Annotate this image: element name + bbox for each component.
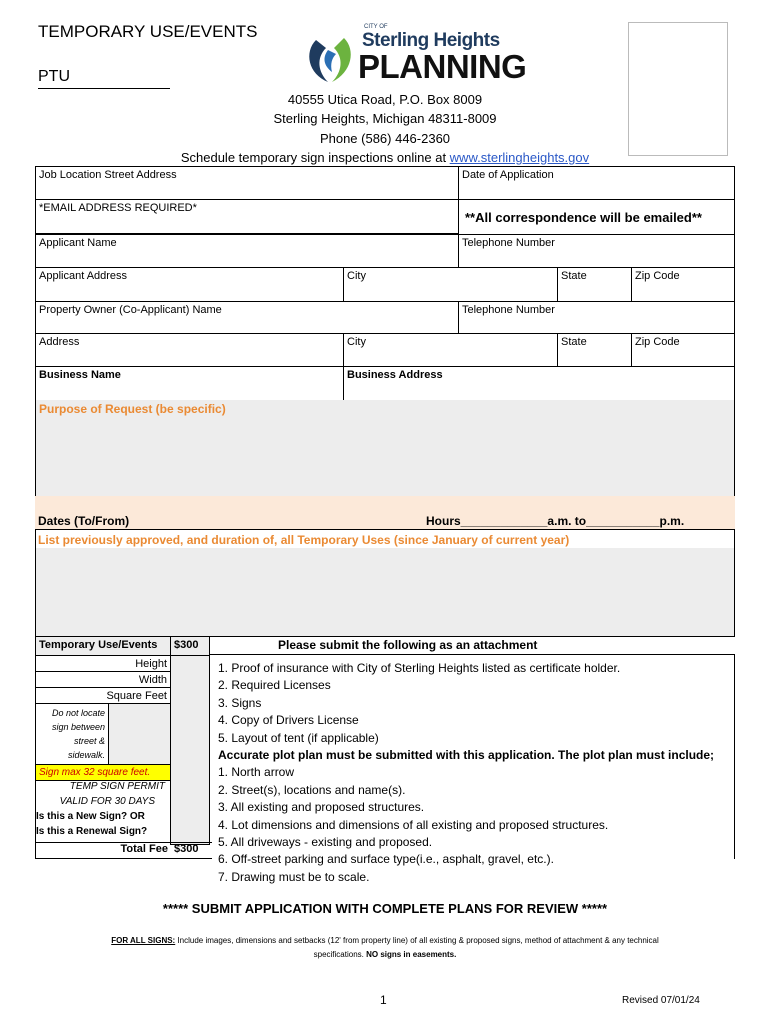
square-feet-label: Square Feet [35,687,171,704]
submit-notice: ***** SUBMIT APPLICATION WITH COMPLETE PLANS FOR REVIEW ***** [162,901,608,916]
applicant-state-field[interactable] [557,267,632,302]
job-location-field[interactable] [35,166,459,200]
dates-hours-row [35,496,735,530]
do-not-locate-line-1: Do not locate [51,708,105,718]
job-location-label: Job Location Street Address [39,169,177,181]
do-not-locate-line-3: street & [73,736,105,746]
applicant-city-field[interactable] [343,267,558,302]
sign-max-note: Sign max 32 square feet. [35,764,171,781]
applicant-zip-label: Zip Code [635,270,680,282]
plot-plan-item: 5. All driveways - existing and proposed. [218,835,433,850]
owner-city-label: City [347,336,366,348]
do-not-locate-line-4: sidewalk. [67,750,105,760]
attachments-list [218,660,714,886]
owner-state-label: State [561,336,587,348]
owner-name-label: Property Owner (Co-Applicant) Name [39,304,222,316]
all-signs-note [0,936,770,945]
owner-zip-label: Zip Code [635,336,680,348]
hours-label[interactable]: Hours_____________a.m. to___________p.m. [426,514,685,528]
total-fee-bottom-line [35,858,212,859]
plot-plan-item: 3. All existing and proposed structures. [218,800,425,815]
attachment-item: 4. Copy of Drivers License [218,713,359,728]
attachment-item: 5. Layout of tent (if applicable) [218,730,379,745]
owner-telephone-label: Telephone Number [462,304,555,316]
specifications-text: specifications. [313,950,367,959]
owner-name-field[interactable] [35,301,459,334]
page-number: 1 [380,993,387,1007]
correspondence-note: **All correspondence will be emailed** [458,199,735,235]
logo-city-name: Sterling Heights [362,30,500,51]
owner-telephone-field[interactable] [458,301,735,334]
business-address-label: Business Address [347,369,443,381]
business-name-field[interactable] [35,366,344,401]
email-required-label: *EMAIL ADDRESS REQUIRED* [39,202,197,214]
business-address-field[interactable] [343,366,735,401]
form-code-underline [38,88,170,89]
temp-permit-note: TEMP SIGN PERMIT [69,781,165,792]
applicant-telephone-field[interactable] [458,234,735,268]
do-not-locate-line-2: sign between [51,722,105,732]
applicant-address-label: Applicant Address [39,270,128,282]
applicant-name-field[interactable] [35,234,459,268]
do-not-locate-note [35,703,109,765]
revised-date: Revised 07/01/24 [622,995,700,1006]
all-signs-label: FOR ALL SIGNS: [111,936,176,945]
phone-line: Phone (586) 446-2360 [319,131,451,146]
total-fee-amount: $300 [174,843,199,855]
business-name-label: Business Name [39,369,121,381]
applicant-address-field[interactable] [35,267,344,302]
attachment-item: 1. Proof of insurance with City of Sterling Heights listed as certificate holder. [218,661,621,675]
attachment-item: 2. Required Licenses [218,678,331,693]
attachments-heading: Please submit the following as an attachment [278,638,538,652]
schedule-text: Schedule temporary sign inspections online at [180,150,450,165]
fee-header-label: Temporary Use/Events [35,636,171,656]
form-title: TEMPORARY USE/EVENTS [38,22,258,41]
plot-plan-item: 1. North arrow [218,765,295,780]
fee-table-left-border [35,636,36,858]
plot-plan-item: 2. Street(s), locations and name(s). [218,782,406,797]
date-of-application-field[interactable] [458,166,735,200]
logo-city-of: CITY OF [364,24,388,30]
purpose-label: Purpose of Request (be specific) [39,402,226,416]
dates-label: Dates (To/From) [38,514,130,528]
applicant-telephone-label: Telephone Number [462,237,555,249]
dimension-input-column[interactable] [170,655,210,845]
email-field[interactable] [35,199,459,235]
new-sign-question: Is this a New Sign? OR [36,811,145,822]
fee-header-amount: $300 [170,636,210,656]
logo-department: PLANNING [358,48,527,85]
city-logo [300,24,540,88]
applicant-name-label: Applicant Name [39,237,117,249]
form-code: PTU [38,68,70,85]
owner-address-field[interactable] [35,333,344,367]
address-line-1: 40555 Utica Road, P.O. Box 8009 [287,92,483,107]
previous-uses-field[interactable] [36,548,734,636]
owner-city-field[interactable] [343,333,558,367]
width-label: Width [35,671,171,688]
website-link[interactable]: www.sterlingheights.gov [449,150,590,165]
plot-plan-item: 7. Drawing must be to scale. [218,869,370,884]
purpose-field[interactable] [35,400,735,497]
applicant-zip-field[interactable] [631,267,735,302]
sign-sketch-area[interactable] [108,703,171,765]
applicant-city-label: City [347,270,366,282]
all-signs-text: Include images, dimensions and setbacks (12' from property line) of all existing & proposed signs, method of attachment & any technical [175,936,659,945]
owner-address-label: Address [39,336,80,348]
total-fee-label: Total Fee [120,843,168,855]
schedule-line [0,150,770,165]
owner-state-field[interactable] [557,333,632,367]
specifications-note [0,950,770,959]
height-label: Height [35,655,171,672]
date-of-application-label: Date of Application [462,169,554,181]
owner-zip-field[interactable] [631,333,735,367]
plot-plan-heading: Accurate plot plan must be submitted with this application. The plot plan must include; [218,748,715,763]
applicant-state-label: State [561,270,587,282]
plot-plan-item: 4. Lot dimensions and dimensions of all existing and proposed structures. [218,817,609,832]
address-line-2: Sterling Heights, Michigan 48311-8009 [273,111,497,126]
attachment-item: 3. Signs [218,695,262,710]
renewal-sign-question: Is this a Renewal Sign? [36,826,148,837]
logo-swoosh-icon [302,32,358,88]
plot-plan-item: 6. Off-street parking and surface type(i.e., asphalt, gravel, etc.). [218,852,554,867]
previous-uses-label: List previously approved, and duration of, all Temporary Uses (since January of current year) [38,533,570,547]
valid-note: VALID FOR 30 DAYS [59,796,155,807]
no-signs-text: NO signs in easements. [366,950,457,959]
